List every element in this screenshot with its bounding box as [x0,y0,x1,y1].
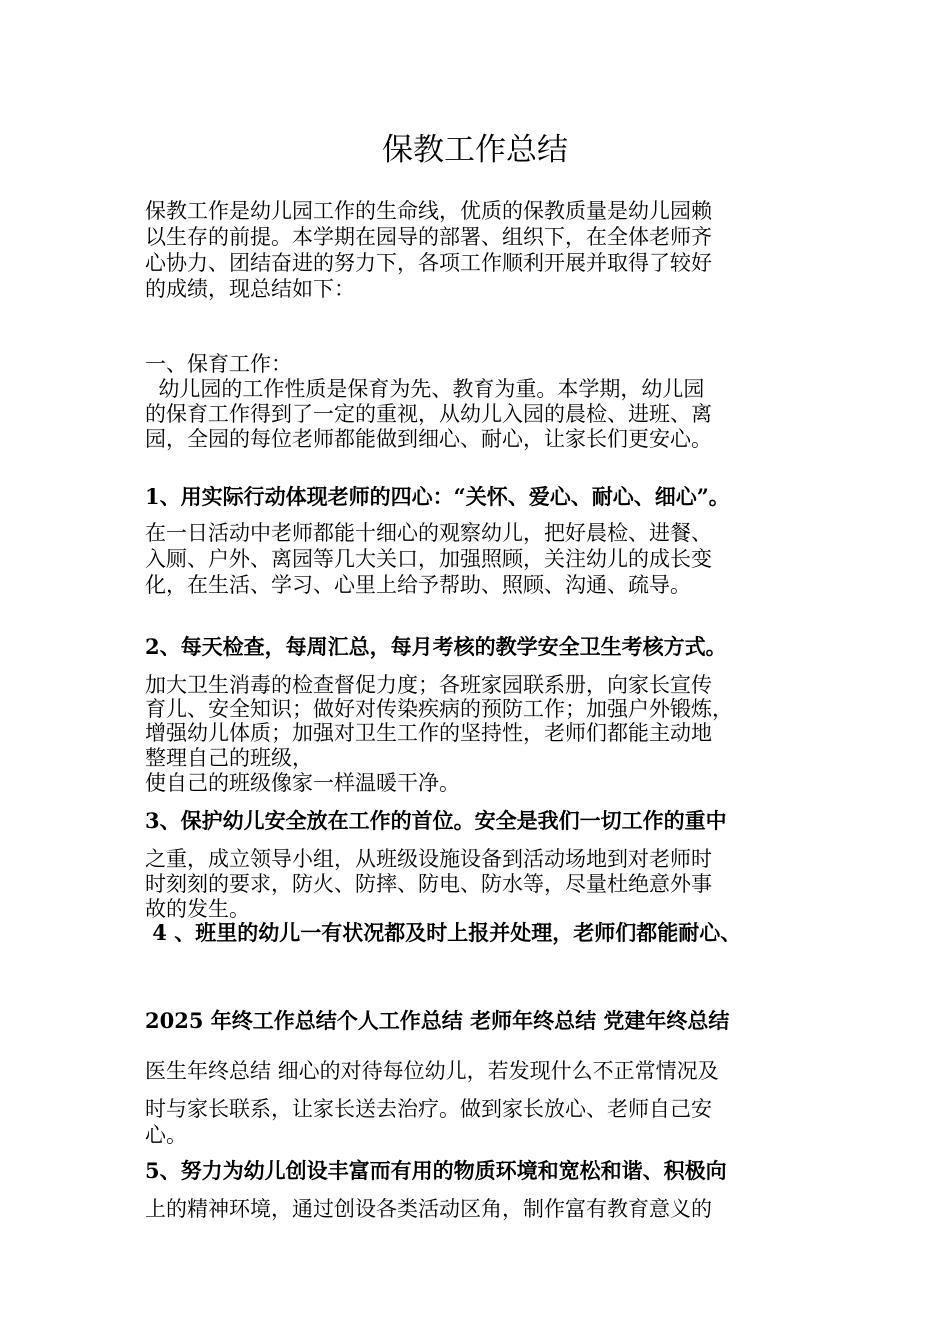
paragraph-line: 故的发生。 [145,897,250,921]
paragraph-line: 园，全园的每位老师都能做到细心、耐心，让家长们更安心。 [145,427,712,451]
inserted-link-line: 2025 年终工作总结个人工作总结 老师年终总结 党建年终总结 [145,1008,730,1033]
paragraph-line: 心协力、团结奋进的努力下，各项工作顺利开展并取得了较好 [145,251,712,275]
paragraph-line: 入厕、户外、离园等几大关口，加强照顾，关注幼儿的成长变 [145,547,712,571]
item-heading: 4 、班里的幼儿一有状况都及时上报并处理，老师们都能耐心、 [145,920,742,945]
paragraph-line: 化，在生活、学习、心里上给予帮助、照顾、沟通、疏导。 [145,573,691,597]
paragraph-line: 以生存的前提。本学期在园导的部署、组织下，在全体老师齐 [145,225,712,249]
paragraph-line: 整理自己的班级， [145,746,313,770]
paragraph-line: 增强幼儿体质；加强对卫生工作的坚持性，老师们都能主动地 [145,721,712,745]
paragraph-line: 之重，成立领导小组，从班级设施设备到活动场地到对老师时 [145,847,712,871]
paragraph-line: 使自己的班级像家一样温暖干净。 [145,771,460,795]
paragraph-line: 的成绩，现总结如下： [145,277,355,301]
paragraph-line: 医生年终总结 细心的对待每位幼儿，若发现什么不正常情况及 [145,1059,719,1083]
paragraph-line: 心。 [145,1123,187,1147]
paragraph-line: 在一日活动中老师都能十细心的观察幼儿，把好晨检、进餐、 [145,521,712,545]
item-heading: 1、用实际行动体现老师的四心：“关怀、爱心、耐心、细心”。 [145,484,730,509]
item-heading: 5、努力为幼儿创设丰富而有用的物质环境和宽松和谐、积极向 [145,1158,727,1183]
item-heading: 3、保护幼儿安全放在工作的首位。安全是我们一切工作的重中 [145,808,727,833]
section-heading: 一、保育工作： [145,352,292,376]
document-title: 保教工作总结 [382,132,568,168]
item-heading: 2、每天检查，每周汇总，每月考核的教学安全卫生考核方式。 [145,634,727,659]
paragraph-line: 保教工作是幼儿园工作的生命线，优质的保教质量是幼儿园赖 [145,199,712,223]
paragraph-line: 时刻刻的要求，防火、防摔、防电、防水等，尽量杜绝意外事 [145,872,712,896]
paragraph-line: 的保育工作得到了一定的重视，从幼儿入园的晨检、进班、离 [145,402,712,426]
paragraph-line: 时与家长联系，让家长送去治疗。做到家长放心、老师自己安 [145,1097,712,1121]
paragraph-line: 上的精神环境，通过创设各类活动区角，制作富有教育意义的 [145,1197,712,1221]
paragraph-line: 加大卫生消毒的检查督促力度；各班家园联系册，向家长宣传 [145,673,712,697]
paragraph-line: 育儿、安全知识；做好对传染疾病的预防工作；加强户外锻炼， [145,697,733,721]
paragraph-line: 幼儿园的工作性质是保育为先、教育为重。本学期，幼儿园 [145,377,705,401]
